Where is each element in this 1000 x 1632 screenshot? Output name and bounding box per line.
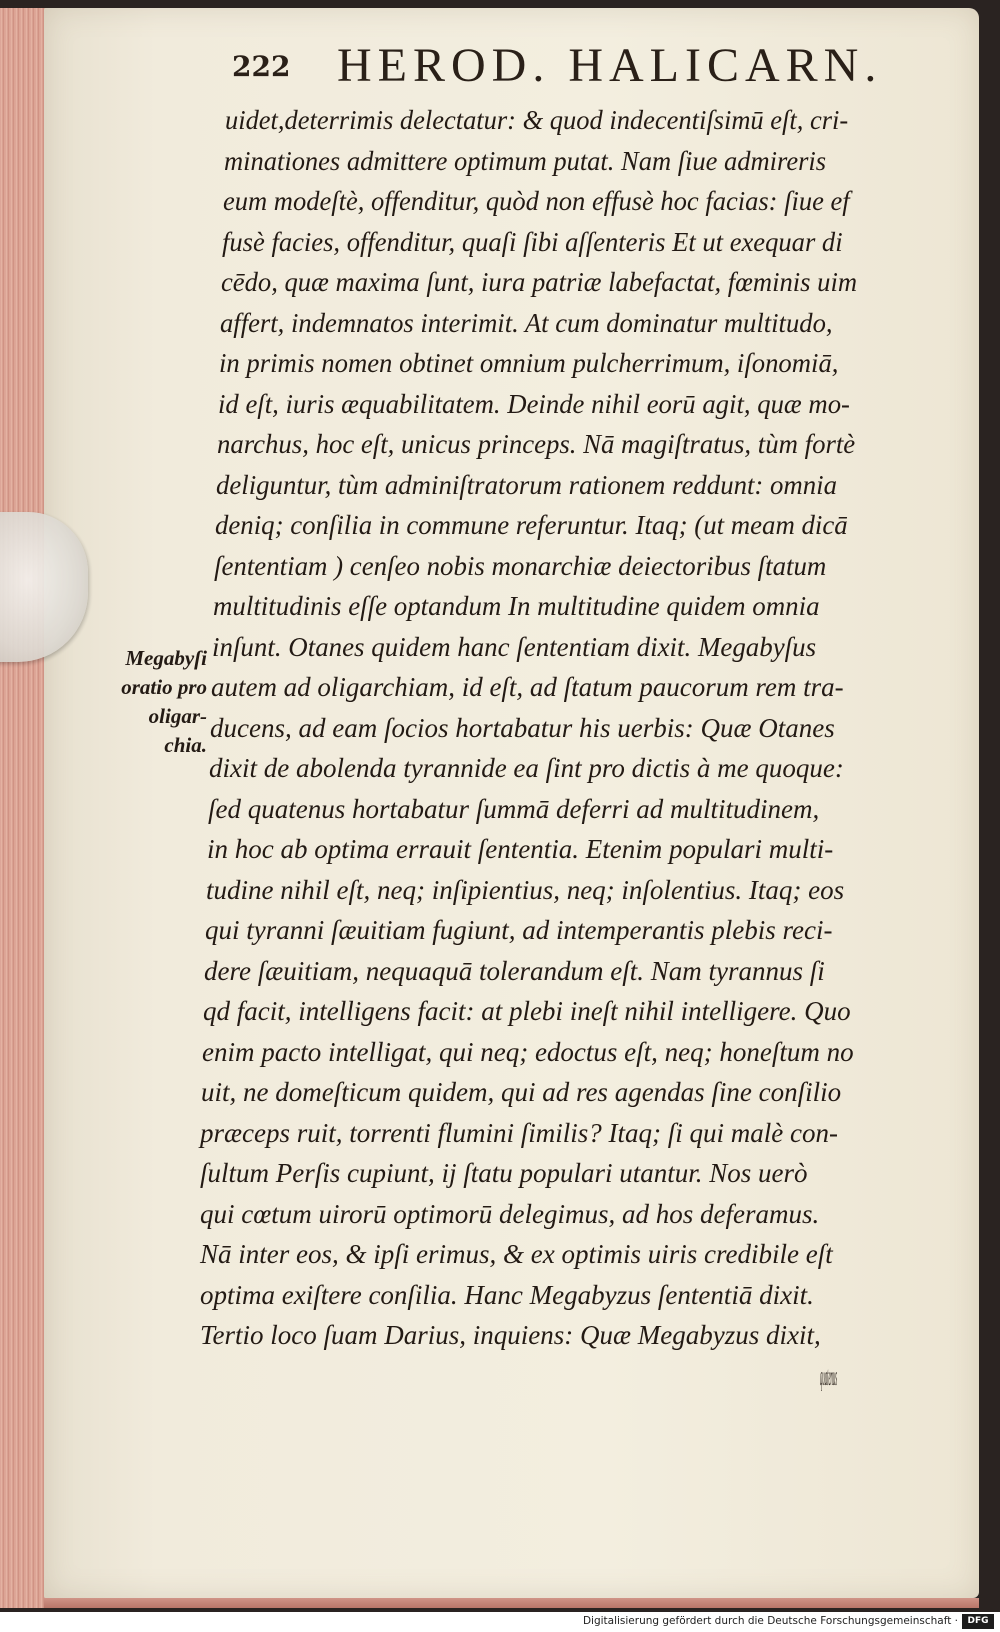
footer-strip bbox=[0, 1612, 1000, 1632]
text-line: ſed quatenus hortabatur ſummā deferri ad multitudinem, bbox=[208, 793, 820, 824]
text-line: ſententiam ) cenſeo nobis monarchiæ deiectoribus ſtatum bbox=[214, 550, 827, 581]
text-line: deniq; conſilia in commune referuntur. Itaq; (ut meam dicā bbox=[215, 510, 848, 540]
text-line: dixit de abolenda tyrannide ea ſint pro dictis à me quoque: bbox=[209, 753, 844, 783]
page-number: 222 bbox=[232, 50, 291, 83]
book-page-edge bbox=[0, 8, 47, 1608]
text-line: autem ad oligarchiam, id eſt, ad ſtatum paucorum rem tra- bbox=[211, 672, 844, 702]
text-line: deliguntur, tùm adminiſtratorum rationem reddunt: omnia bbox=[216, 469, 837, 500]
text-line: Tertio loco ſuam Darius, inquiens: Quæ Megabyzus dixit, bbox=[200, 1320, 821, 1350]
marginal-note-line: chia. bbox=[164, 733, 207, 757]
text-line: cēdo, quæ maxima ſunt, iura patriæ labefactat, fœminis uim bbox=[221, 267, 858, 297]
marginal-note-line: oratio pro bbox=[121, 675, 207, 699]
text-line: narchus, hoc eſt, unicus princeps. Nā magiſtratus, tùm fortè bbox=[217, 429, 856, 459]
text-line: qui tyranni ſæuitiam fugiunt, ad intemperantis plebis reci- bbox=[205, 915, 833, 945]
text-line: tudine nihil eſt, neq; inſipientius, neq; inſolentius. Itaq; eos bbox=[206, 874, 845, 905]
running-head bbox=[232, 38, 883, 98]
text-line: in primis nomen obtinet omnium pulcherrimum, iſonomiā, bbox=[219, 348, 839, 378]
text-line: affert, indemnatos interimit. At cum dominatur multitudo, bbox=[220, 307, 833, 338]
body-text bbox=[200, 100, 940, 1396]
text-line: præceps ruit, torrenti flumini ſimilis? Itaq; ſi qui malè con- bbox=[200, 1117, 838, 1148]
marginal-note-line: Megabyſi bbox=[125, 646, 207, 670]
text-line: minationes admittere optimum putat. Nam ſiue admireris bbox=[224, 145, 827, 176]
text-line: inſunt. Otanes quidem hanc ſententiam dixit. Megabyſus bbox=[212, 631, 817, 662]
catchword: quatenus bbox=[820, 1360, 838, 1391]
text-line: ſultum Perſis cupiunt, ij ſtatu populari utantur. Nos uerò bbox=[200, 1158, 808, 1188]
text-line: enim pacto intelligat, qui neq; edoctus eſt, neq; honeſtum no bbox=[202, 1036, 854, 1067]
text-line: dere ſæuitiam, nequaquā tolerandum eſt. Nam tyrannus ſi bbox=[204, 955, 825, 986]
text-line: Nā inter eos, & ipſi erimus, & ex optimis uiris credibile eſt bbox=[200, 1239, 833, 1269]
text-line: qd facit, intelligens facit: at plebi ineſt nihil intelligere. Quo bbox=[203, 996, 851, 1026]
text-line: uidet,deterrimis delectatur: & quod indecentiſsimū eſt, cri- bbox=[225, 105, 849, 135]
text-line: qui cœtum uirorū optimorū delegimus, ad hos deferamus. bbox=[200, 1198, 820, 1229]
text-line: eum modeſtè, offenditur, quòd non effusè hoc facias: ſiue ef bbox=[223, 186, 850, 216]
running-head-title: HEROD. HALICARN. bbox=[337, 39, 883, 92]
marginal-note-line: oligar- bbox=[148, 704, 207, 728]
text-line: fusè facies, offenditur, quaſi ſibi aſſenteris Et ut exequar di bbox=[222, 226, 843, 257]
text-line: ducens, ad eam ſocios hortabatur his uerbis: Quæ Otanes bbox=[210, 712, 835, 743]
text-line: uit, ne domeſticum quidem, qui ad res agendas ſine conſilio bbox=[201, 1077, 842, 1107]
footer-credit: Digitalisierung gefördert durch die Deutsche Forschungsgemeinschaft · bbox=[582, 1615, 958, 1627]
marginal-note bbox=[95, 644, 207, 760]
text-line: in hoc ab optima errauit ſententia. Etenim populari multi- bbox=[207, 834, 834, 864]
dfg-logo: DFG bbox=[962, 1614, 994, 1629]
text-line: optima exiſtere conſilia. Hanc Megabyzus ſententiā dixit. bbox=[200, 1279, 814, 1310]
text-line: multitudinis eſſe optandum In multitudine quidem omnia bbox=[213, 591, 820, 621]
book-bottom-edge bbox=[44, 1598, 979, 1608]
text-line: id eſt, iuris æquabilitatem. Deinde nihil eorū agit, quæ mo- bbox=[218, 388, 850, 419]
